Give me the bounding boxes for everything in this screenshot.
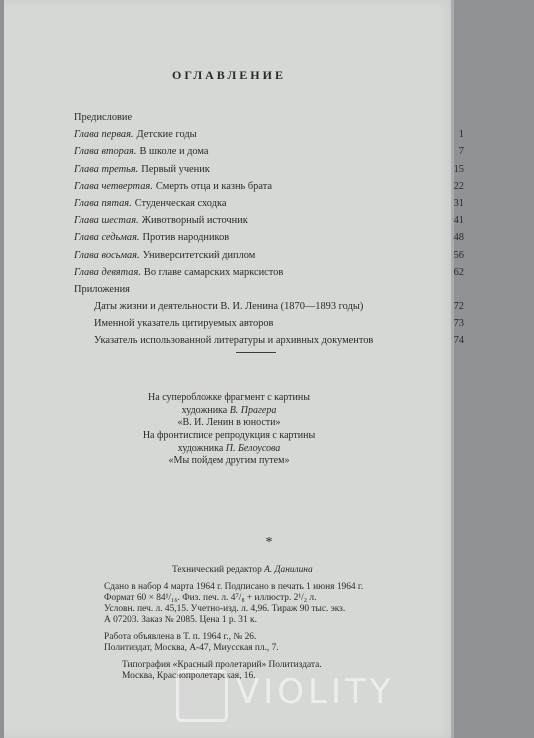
toc-chapter-label: Глава вторая. — [74, 146, 137, 158]
toc-page-number: 1 — [458, 129, 464, 141]
toc-appendix-entry — [74, 301, 464, 318]
toc-entry-title: В школе и дома — [139, 146, 209, 158]
imprint-line: Формат 60 × 84¹/₁₆. Физ. печ. л. 4⁷/₈ + иллюстр. 2¹/₂ л. — [104, 593, 317, 603]
cover-note — [4, 392, 454, 430]
toc-appendix-title: Даты жизни и деятельности В. И. Ленина (1870—1893 годы) — [94, 301, 364, 313]
toc-entry — [74, 267, 464, 284]
toc-page-number: 73 — [453, 318, 464, 330]
toc-chapter-label: Глава пятая. — [74, 197, 132, 209]
toc-appendix-entry — [74, 318, 464, 335]
toc-entry-title: Приложения — [74, 283, 130, 295]
imprint-line: Политиздат, Москва, А-47, Миусская пл., 7. — [104, 643, 279, 653]
toc-entry-title: Против народников — [142, 232, 230, 244]
frontis-note-artist-label: художника — [177, 442, 224, 454]
imprint-line: А 07203. Заказ № 2085. Цена 1 р. 31 к. — [104, 615, 257, 625]
editor-label: Технический редактор — [172, 565, 262, 575]
toc-page-number: 41 — [453, 215, 464, 227]
toc-entry — [74, 250, 464, 267]
toc-page-number: 72 — [453, 301, 464, 313]
toc-chapter-label: Глава восьмая. — [74, 249, 140, 261]
asterisk-separator: * — [265, 535, 273, 550]
toc-chapter-label: Глава четвертая. — [74, 180, 153, 192]
frontis-note-line: «Мы пойдем другим путем» — [168, 455, 290, 466]
toc-chapter-label: Глава первая. — [74, 129, 134, 141]
cover-note-line: На суперобложке фрагмент с картины — [148, 392, 310, 403]
frontis-note-artist: П. Белоусова — [225, 442, 281, 454]
toc-appendix-title: Указатель использованной литературы и архивных документов — [94, 335, 374, 347]
toc-entry — [74, 164, 464, 181]
toc-page-number: 48 — [453, 232, 464, 244]
toc-chapter-label: Глава девятая. — [74, 266, 141, 278]
imprint-line: Москва, Краснопролетарская, 16. — [122, 671, 256, 681]
toc-page-number: 7 — [458, 146, 464, 158]
divider — [236, 352, 276, 353]
frontis-note-line — [4, 443, 454, 456]
imprint-line: Сдано в набор 4 марта 1964 г. Подписано в печать 1 июня 1964 г. — [104, 582, 364, 592]
toc-entry — [74, 181, 464, 198]
imprint-block — [102, 565, 442, 682]
toc-chapter-label: Глава третья. — [74, 163, 139, 175]
toc-entry — [74, 129, 464, 146]
toc-page-number: 15 — [453, 163, 464, 175]
toc-entry-title: Смерть отца и казнь брата — [155, 180, 273, 192]
toc-entry-title: Во главе самарских марксистов — [143, 266, 284, 278]
toc-page-number: 31 — [453, 197, 464, 209]
book-page — [4, 0, 464, 738]
cover-note-artist: В. Прагера — [229, 404, 277, 416]
frontis-note-line: На фронтисписе репродукция с картины — [142, 430, 316, 441]
toc-entry-title: Детские годы — [136, 129, 197, 141]
imprint-line: Условн. печ. л. 45,15. Учетно-изд. л. 4,96. Тираж 90 тыс. экз. — [104, 604, 346, 614]
toc-entry-title: Животворный источник — [141, 215, 248, 227]
toc-entry — [74, 198, 464, 215]
watermark-logo-icon — [176, 670, 228, 722]
toc-appendix-entry — [74, 335, 464, 352]
table-of-contents — [74, 112, 464, 353]
toc-page-number: 22 — [453, 180, 464, 192]
toc-entry-title: Первый ученик — [141, 163, 210, 175]
technical-editor — [102, 565, 442, 576]
page-edge — [451, 0, 454, 738]
cover-note-artist-label: художника — [181, 404, 228, 416]
toc-entry — [74, 112, 464, 129]
toc-page-number: 74 — [453, 335, 464, 347]
cover-note-line: «В. И. Ленин в юности» — [177, 417, 281, 428]
toc-entry — [74, 146, 464, 163]
imprint-line: Работа объявлена в Т. п. 1964 г., № 26. — [104, 632, 257, 642]
toc-entry-title: Университетский диплом — [142, 249, 256, 261]
toc-appendix-title: Именной указатель цитируемых авторов — [94, 318, 274, 330]
toc-entry — [74, 215, 464, 232]
toc-page-number: 62 — [453, 266, 464, 278]
editor-name: А. Данилина — [264, 565, 313, 575]
imprint-line: Типография «Красный пролетарий» Политиздата. — [122, 660, 322, 670]
toc-chapter-label: Глава шестая. — [74, 215, 139, 227]
page-title: ОГЛАВЛЕНИЕ — [172, 68, 286, 82]
toc-entry-title: Студенческая сходка — [134, 197, 227, 209]
toc-entry-title: Предисловие — [74, 112, 133, 123]
toc-page-number: 56 — [453, 249, 464, 261]
frontispiece-note — [4, 430, 454, 468]
toc-chapter-label: Глава седьмая. — [74, 232, 140, 244]
watermark-text: VIOLITY — [236, 672, 395, 712]
toc-entry — [74, 284, 464, 301]
violity-watermark — [176, 666, 466, 726]
cover-note-line — [4, 405, 454, 418]
toc-entry — [74, 232, 464, 249]
